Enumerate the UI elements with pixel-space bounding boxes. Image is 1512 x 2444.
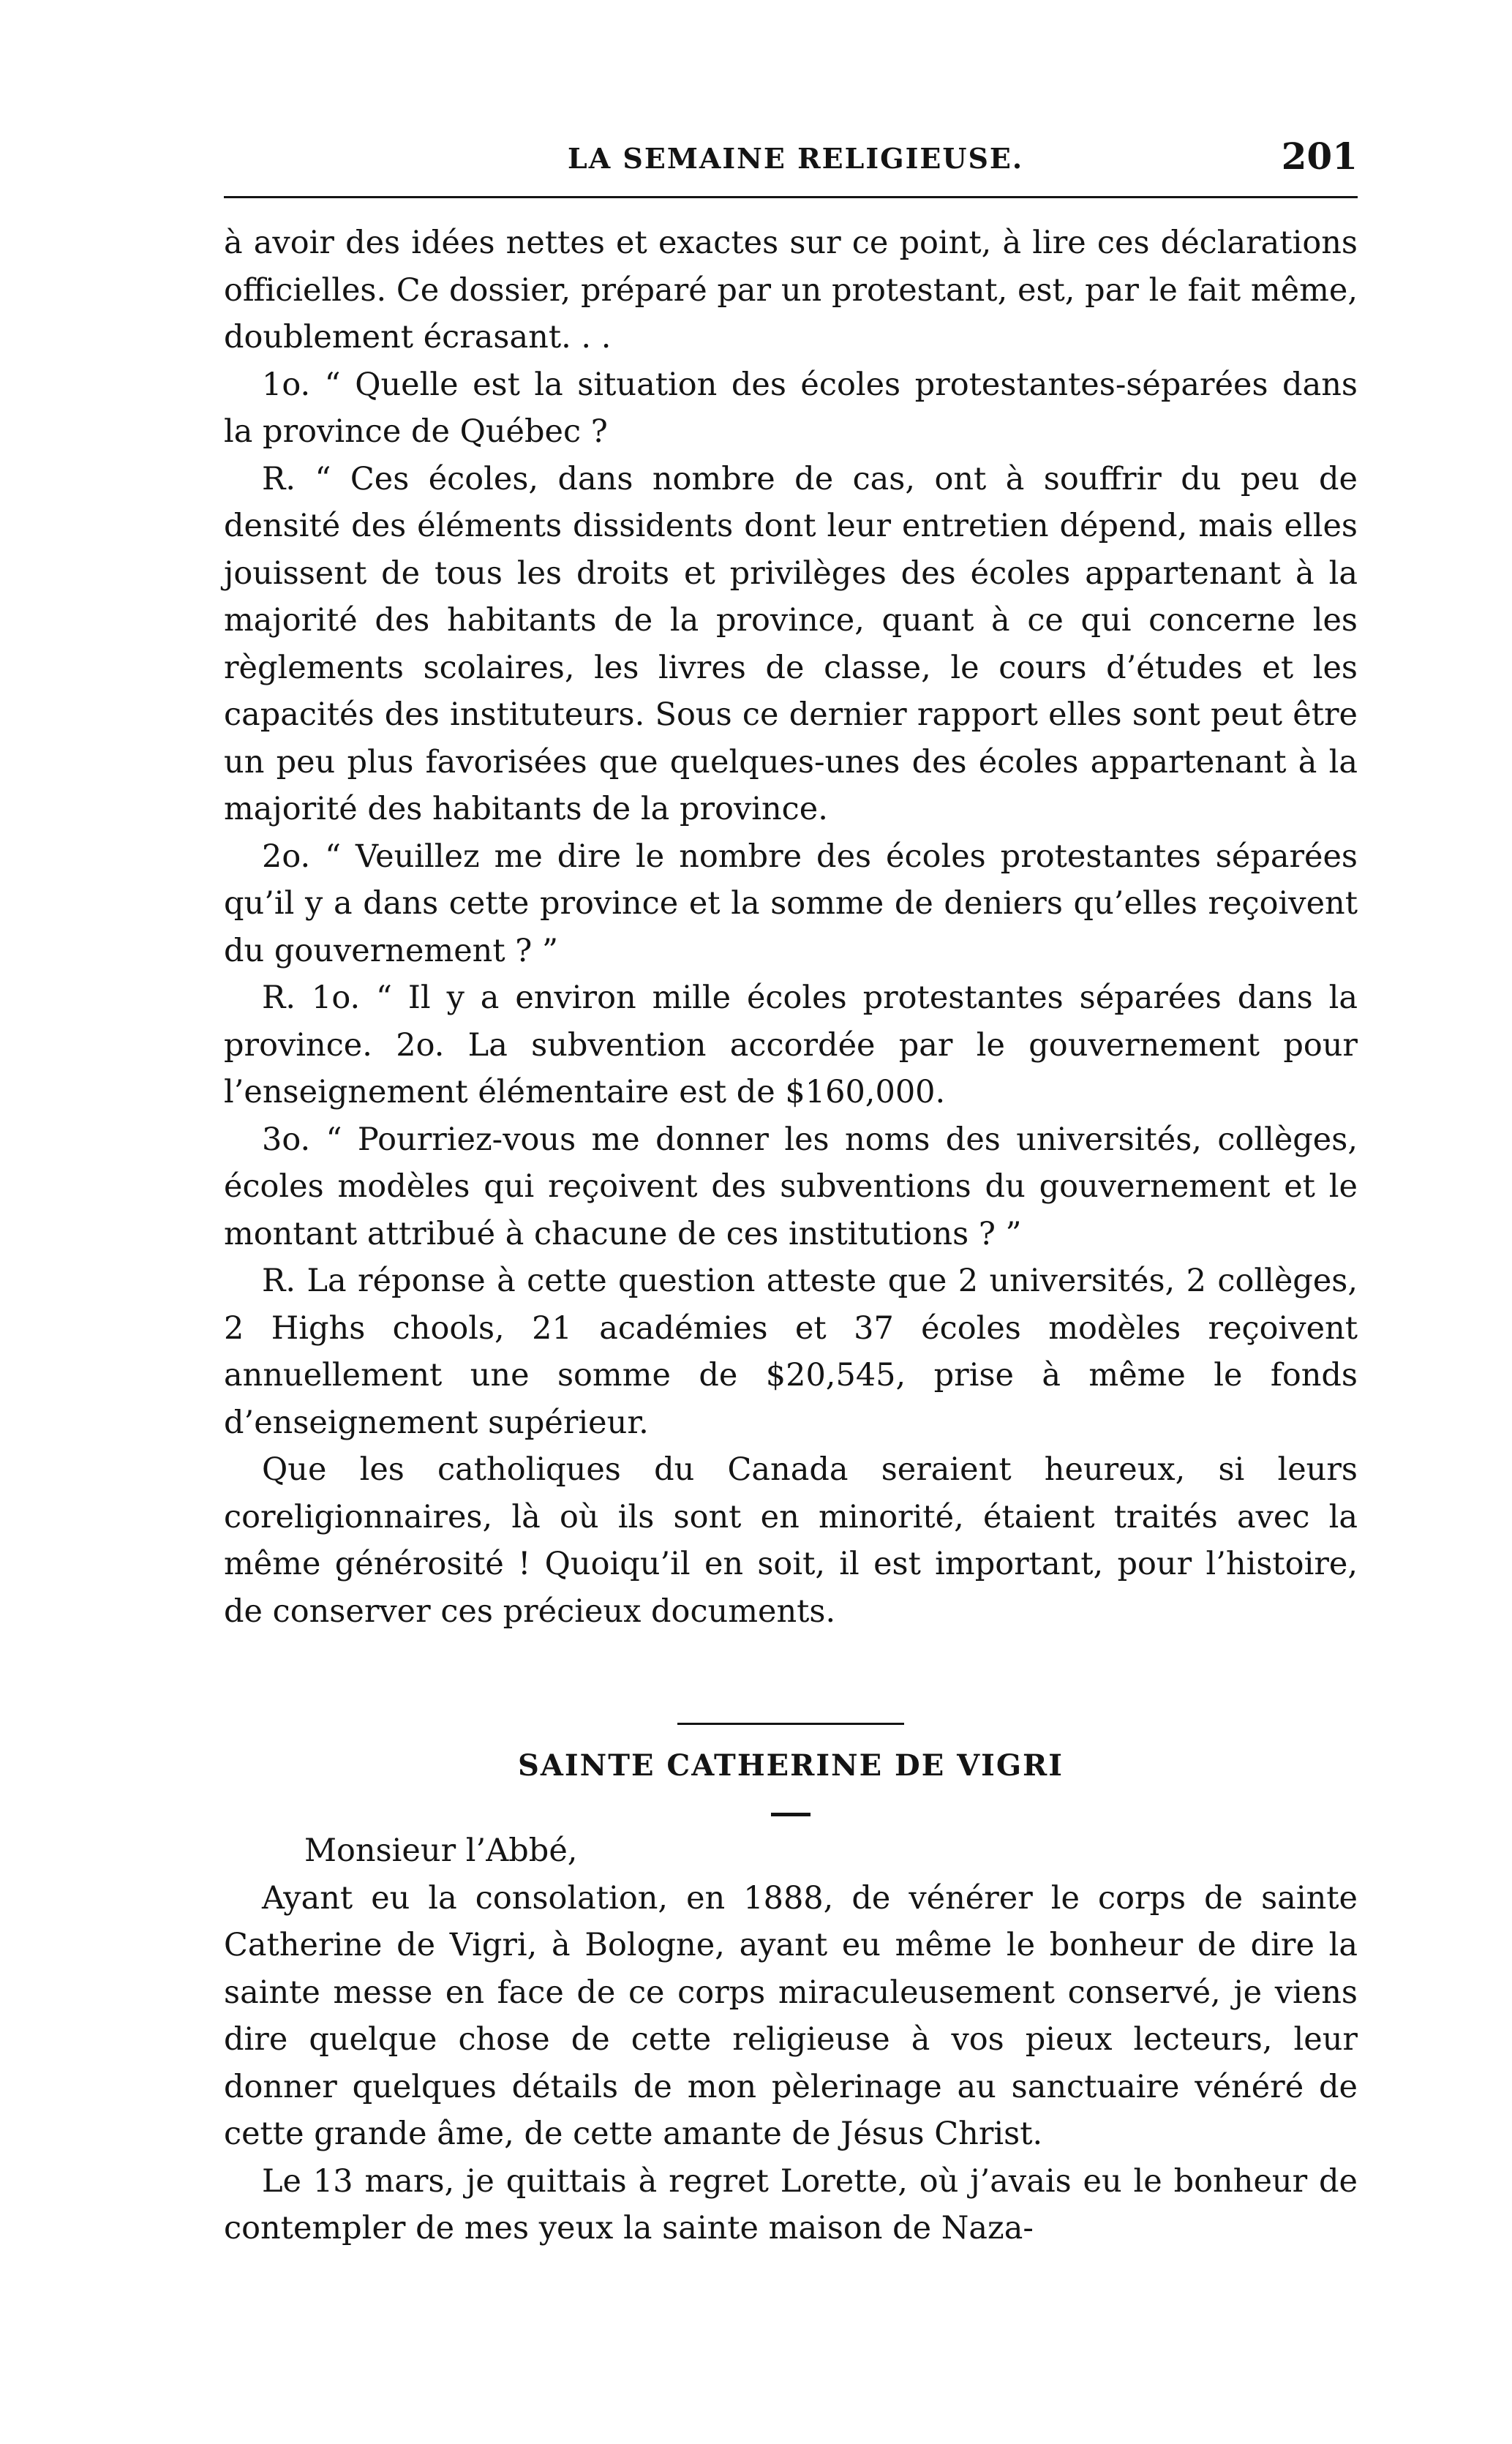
paragraph: 2o. “ Veuillez me dire le nombre des écoles protestantes séparées qu’il y a dans cette province et la somme de deniers qu’elles reçoivent du gouvernement ? ” — [224, 838, 1358, 969]
letter-body — [224, 1827, 1358, 2252]
title-ornament-dash — [771, 1813, 810, 1816]
page-number: 201 — [1281, 135, 1358, 178]
section-divider — [677, 1723, 904, 1725]
page-header — [224, 132, 1358, 184]
document-page — [224, 0, 1358, 2444]
paragraph: R. La réponse à cette question atteste que 2 universités, 2 collèges, 2 Highs chools, 21 académies et 37 écoles modèles reçoivent annuellement une somme de $20,545, prise à même le fonds d’enseignement supérieur. — [224, 1263, 1358, 1441]
article-body — [224, 219, 1358, 1635]
section-title: SAINTE CATHERINE DE VIGRI — [518, 1748, 1064, 1783]
paragraph: R. 1o. “ Il y a environ mille écoles protestantes séparées dans la province. 2o. La subvention accordée par le gouvernement pour l’enseignement élémentaire est de $160,000. — [224, 980, 1358, 1110]
paragraph: R. “ Ces écoles, dans nombre de cas, ont à souffrir du peu de densité des éléments dissidents dont leur entretien dépend, mais elles jouissent de tous les droits et privilèges des écoles appartenant à la majorité des habitants de la province, quant à ce qui concerne les règlements scolaires, les livres de classe, le cours d’études et les capacités des instituteurs. Sous ce dernier rapport elles sont peut être un peu plus favorisées que quelques-unes des écoles appartenant à la majorité des habitants de la province. — [224, 460, 1358, 827]
paragraph: Le 13 mars, je quittais à regret Lorette, où j’avais eu le bonheur de contempler de mes yeux la sainte maison de Naza- — [224, 2162, 1358, 2246]
paragraph: Ayant eu la consolation, en 1888, de vénérer le corps de sainte Catherine de Vigri, à Bologne, ayant eu même le bonheur de dire la sainte messe en face de ce corps miraculeusement conservé, je viens dire quelque chose de cette religieuse à vos pieux lecteurs, leur donner quelques détails de mon pèlerinage au sanctuaire vénéré de cette grande âme, de cette amante de Jésus Christ. — [224, 1879, 1358, 2152]
paragraph: Que les catholiques du Canada seraient heureux, si leurs coreligionnaires, là où ils sont en minorité, étaient traités avec la même générosité ! Quoiqu’il en soit, il est important, pour l’histoire, de conserver ces précieux documents. — [224, 1451, 1358, 1630]
paragraph: 1o. “ Quelle est la situation des écoles protestantes-séparées dans la province de Québec ? — [224, 366, 1358, 450]
running-title: LA SEMAINE RELIGIEUSE. — [568, 142, 1024, 175]
header-rule — [224, 196, 1358, 198]
salutation: Monsieur l’Abbé, — [304, 1832, 578, 1869]
paragraph: à avoir des idées nettes et exactes sur ce point, à lire ces déclarations officielles. Ce dossier, préparé par un protestant, est, par le fait même, doublement écrasant. . . — [224, 225, 1358, 356]
paragraph: 3o. “ Pourriez-vous me donner les noms des universités, collèges, écoles modèles qui reçoivent des subventions du gouvernement et le montant attribué à chacune de ces institutions ? ” — [224, 1121, 1358, 1252]
